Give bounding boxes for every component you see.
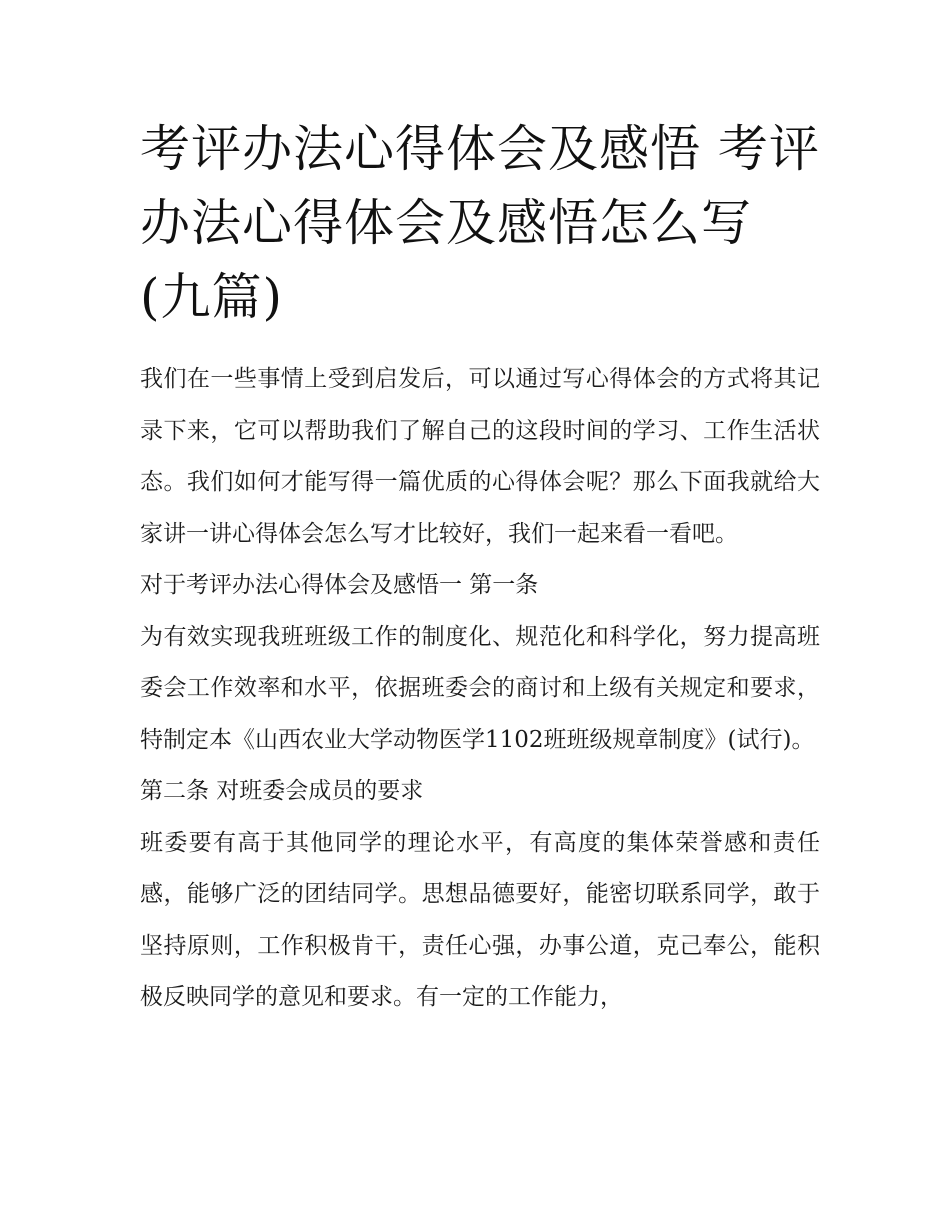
section-2-paragraph: 班委要有高于其他同学的理论水平，有高度的集体荣誉感和责任感，能够广泛的团结同学。思想品德要好，能密切联系同学，敢于坚持原则，工作积极肯干，责任心强，办事公道，克己奉公，能积极反映同学的意见和要求。有一定的工作能力， [140,829,820,1010]
section-2-heading: 第二条 对班委会成员的要求 [140,778,424,804]
section-1-heading: 对于考评办法心得体会及感悟一 第一条 [140,572,539,598]
document-body [140,354,820,1024]
section-1-paragraph: 为有效实现我班班级工作的制度化、规范化和科学化，努力提高班委会工作效率和水平，依据班委会的商讨和上级有关规定和要求，特制定本《山西农业大学动物医学1102班班级规章制度》(试行)。 [140,623,820,753]
intro-paragraph: 我们在一些事情上受到启发后，可以通过写心得体会的方式将其记录下来，它可以帮助我们了解自己的这段时间的学习、工作生活状态。我们如何才能写得一篇优质的心得体会呢？那么下面我就给大家讲一讲心得体会怎么写才比较好，我们一起来看一看吧。 [140,366,820,547]
document-title: 考评办法心得体会及感悟 考评办法心得体会及感悟怎么写(九篇) [140,120,820,326]
